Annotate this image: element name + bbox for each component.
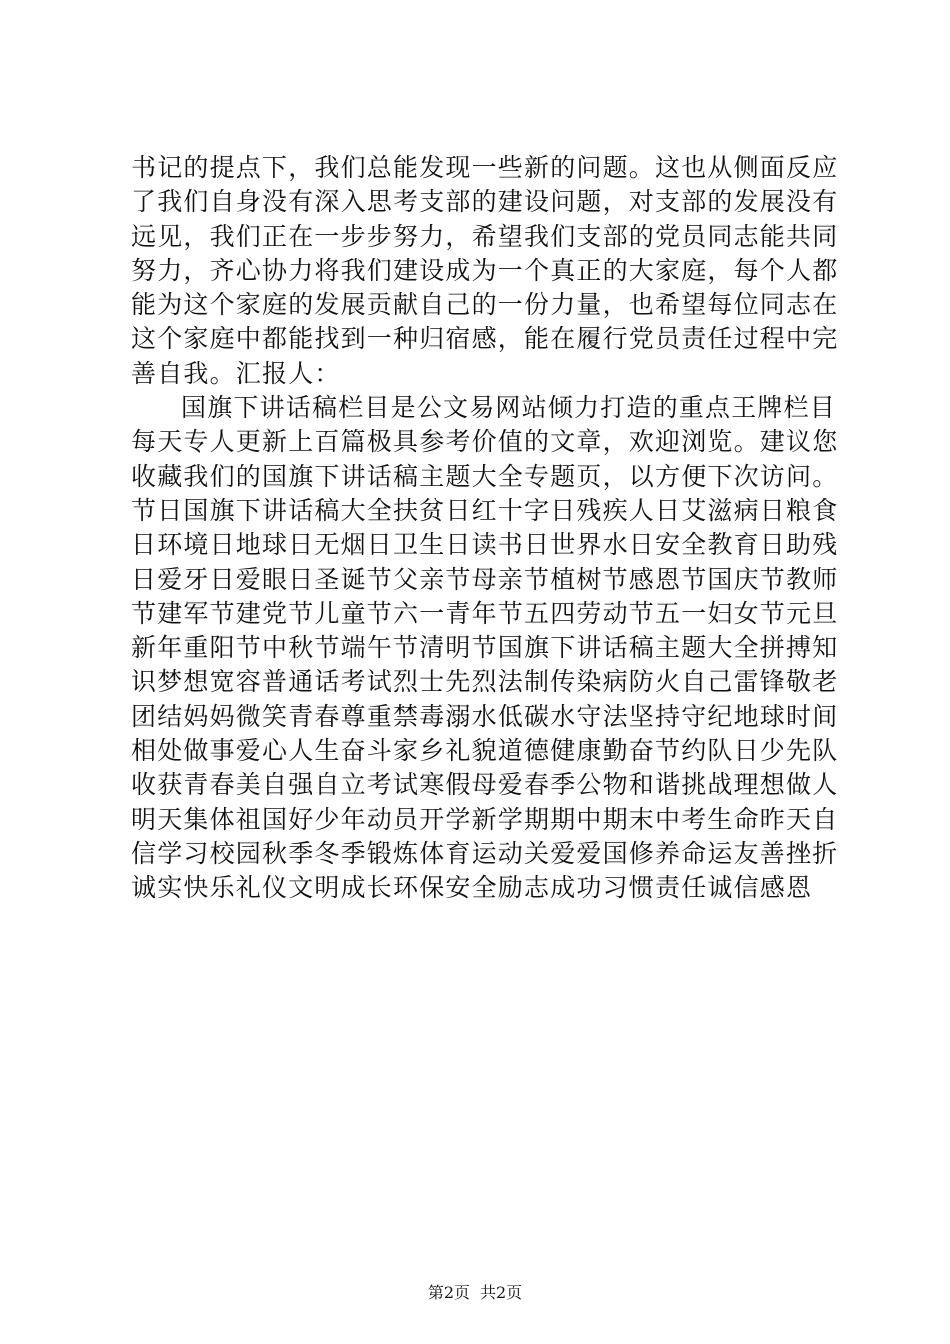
text-line: 努力，齐心协力将我们建设成为一个真正的大家庭，每个人都 (131, 255, 839, 285)
document-body (131, 151, 839, 906)
text-line: 节建军节建党节儿童节六一青年节五四劳动节五一妇女节元旦 (131, 598, 839, 628)
text-line: 能为这个家庭的发展贡献自己的一份力量，也希望每位同志在 (131, 290, 839, 320)
text-line: 新年重阳节中秋节端午节清明节国旗下讲话稿主题大全拼搏知 (131, 633, 839, 663)
text-line: 日爱牙日爱眼日圣诞节父亲节母亲节植树节感恩节国庆节教师 (131, 564, 839, 594)
text-line: 节日国旗下讲话稿大全扶贫日红十字日残疾人日艾滋病日粮食 (131, 495, 839, 525)
text-line: 明天集体祖国好少年动员开学新学期期中期末中考生命昨天自 (131, 804, 839, 834)
text-line: 这个家庭中都能找到一种归宿感，能在履行党员责任过程中完 (131, 324, 839, 354)
page-footer (0, 1280, 950, 1303)
page-number-total: 共2页 (480, 1283, 523, 1302)
text-line: 日环境日地球日无烟日卫生日读书日世界水日安全教育日助残 (131, 530, 839, 560)
page-number-current: 第2页 (427, 1283, 470, 1302)
paragraph-start-line: 国旗下讲话稿栏目是公文易网站倾力打造的重点王牌栏目 (181, 393, 837, 423)
text-line: 团结妈妈微笑青春尊重禁毒溺水低碳水守法坚持守纪地球时间 (131, 701, 839, 731)
text-line: 相处做事爱心人生奋斗家乡礼貌道德健康勤奋节约队日少先队 (131, 736, 839, 766)
text-line: 善自我。汇报人： (131, 358, 341, 388)
text-line: 了我们自身没有深入思考支部的建设问题，对支部的发展没有 (131, 187, 839, 217)
text-line: 远见，我们正在一步步努力，希望我们支部的党员同志能共同 (131, 221, 839, 251)
text-line: 识梦想宽容普通话考试烈士先烈法制传染病防火自己雷锋敬老 (131, 667, 839, 697)
text-line: 诚实快乐礼仪文明成长环保安全励志成功习惯责任诚信感恩 (131, 873, 813, 903)
text-line: 信学习校园秋季冬季锻炼体育运动关爱爱国修养命运友善挫折 (131, 838, 839, 868)
text-line: 书记的提点下，我们总能发现一些新的问题。这也从侧面反应 (131, 153, 839, 182)
text-line: 每天专人更新上百篇极具参考价值的文章，欢迎浏览。建议您 (131, 427, 839, 457)
text-line: 收藏我们的国旗下讲话稿主题大全专题页，以方便下次访问。 (131, 461, 839, 491)
text-line: 收获青春美自强自立考试寒假母爱春季公物和谐挑战理想做人 (131, 770, 839, 800)
